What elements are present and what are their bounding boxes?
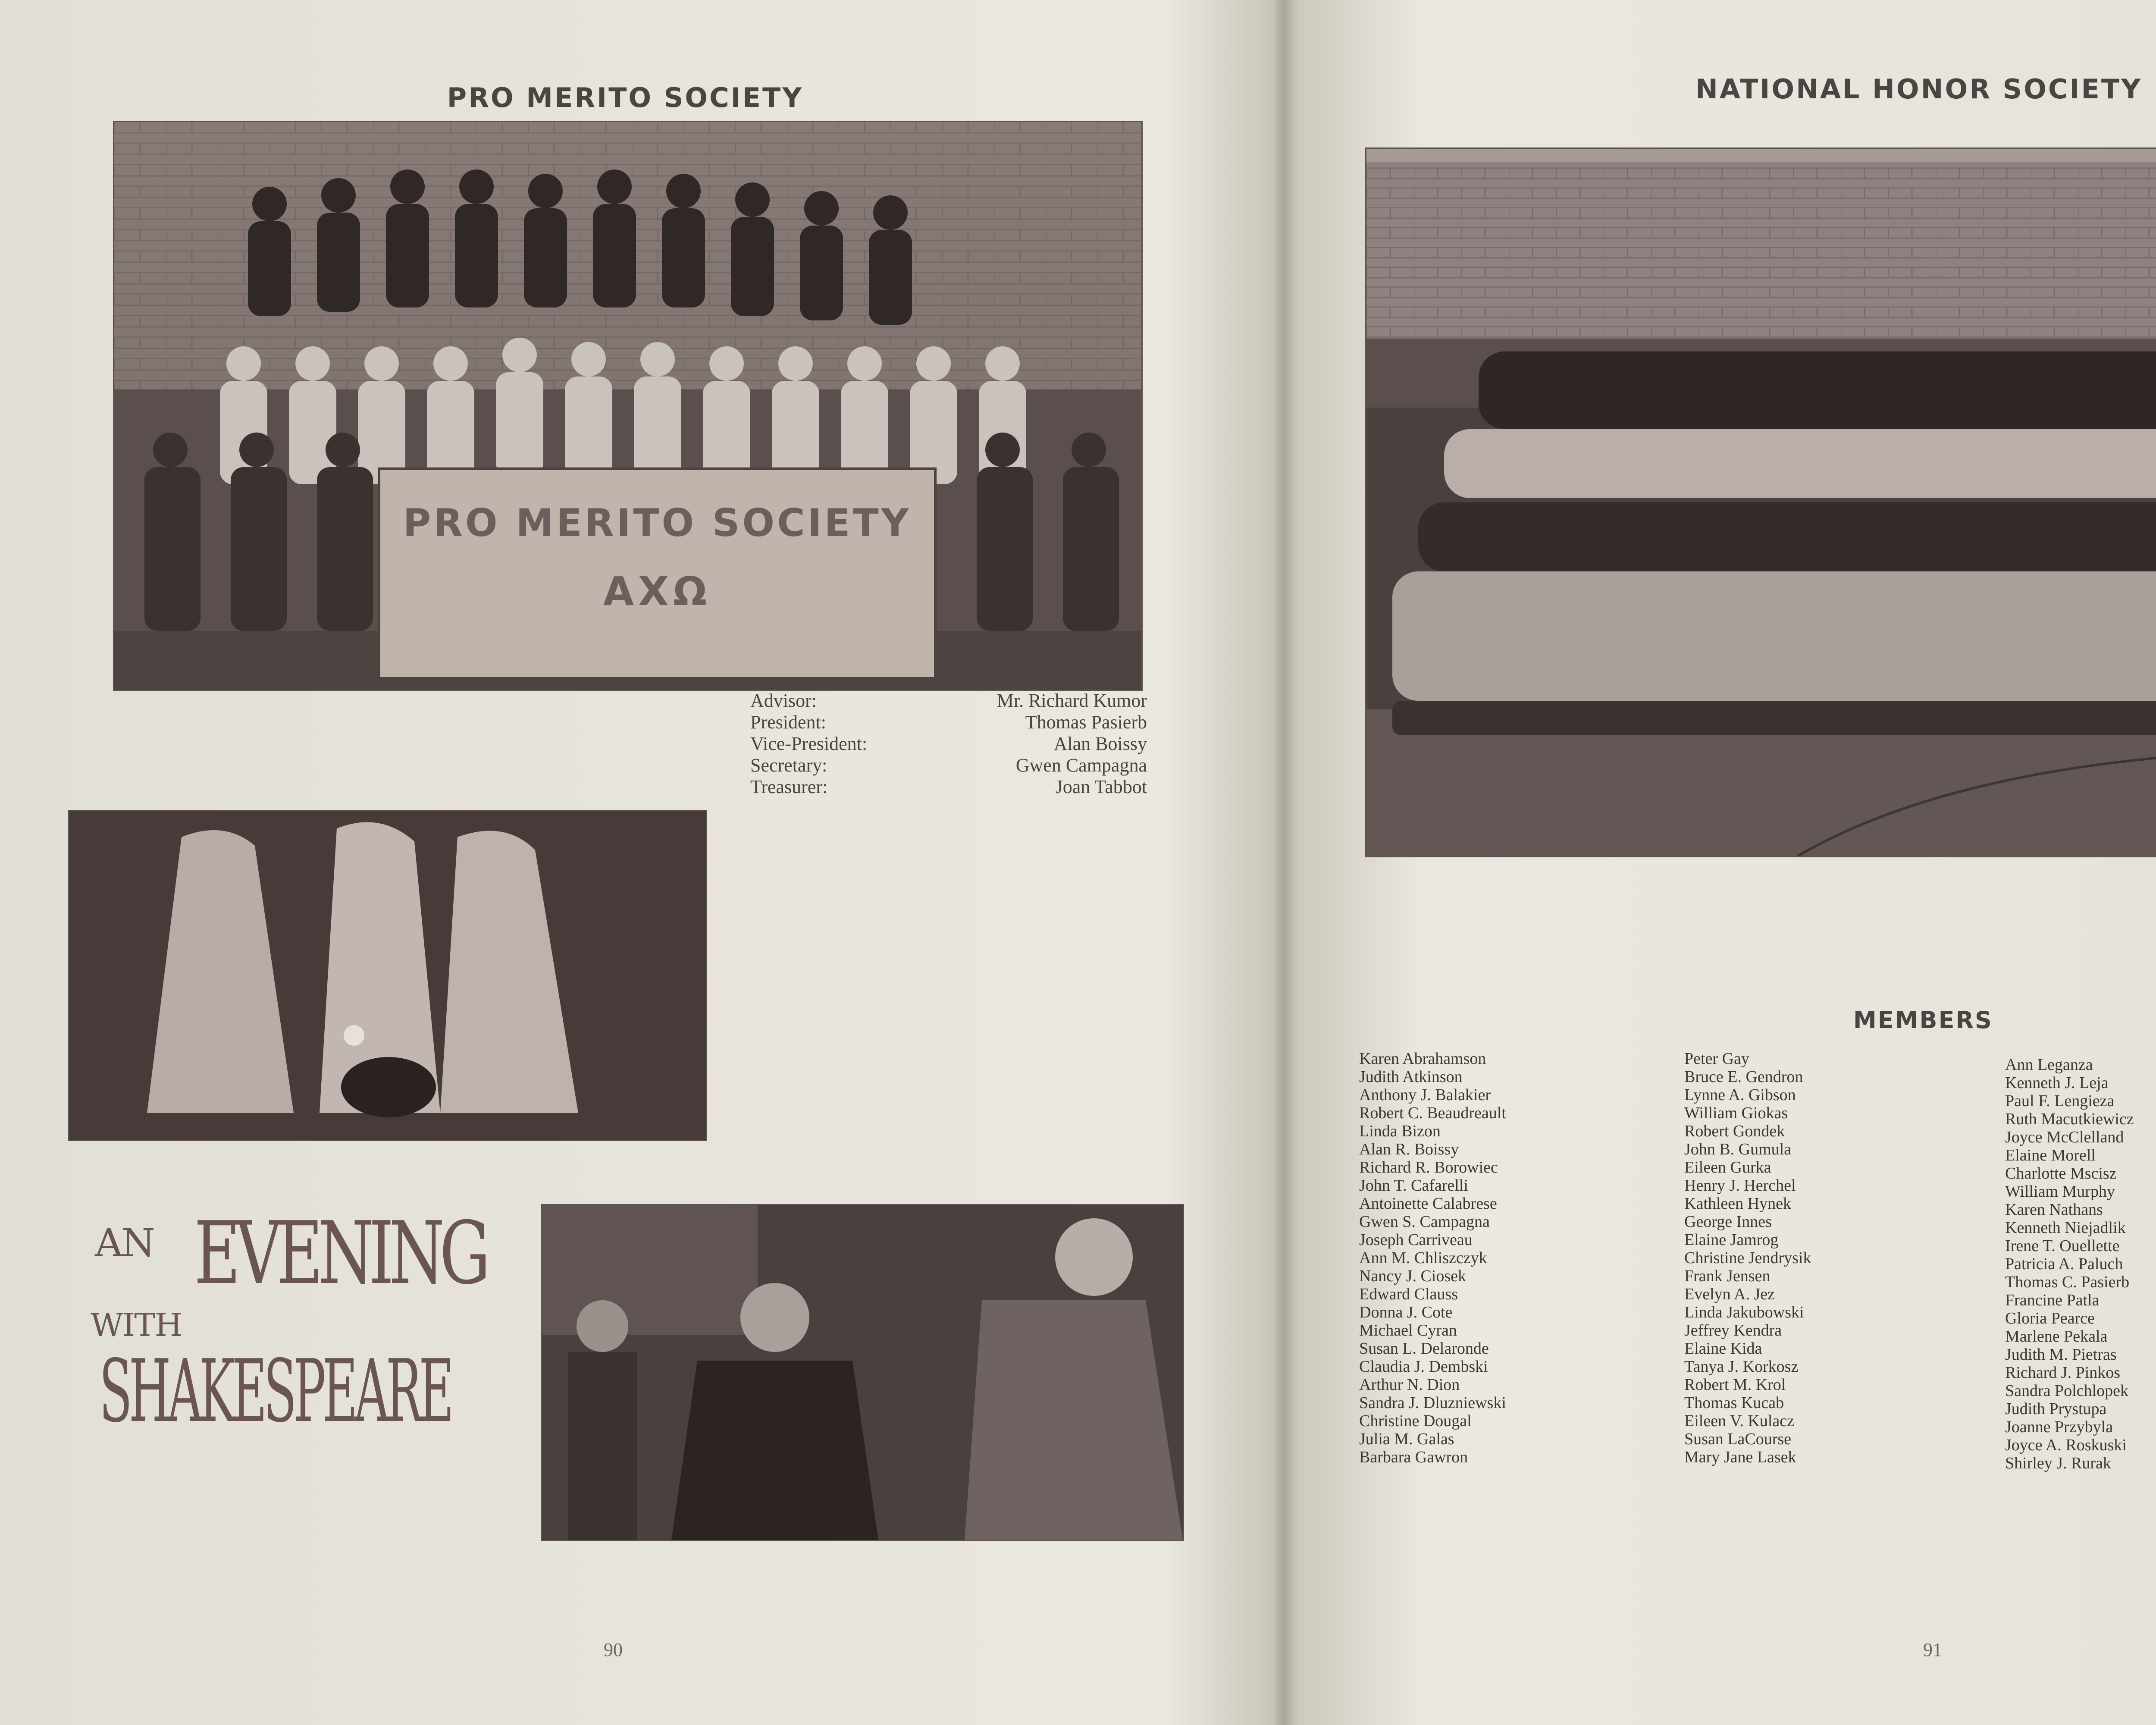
pro-merito-group-photo xyxy=(113,121,1143,691)
officer-row xyxy=(750,755,1147,776)
member-name: John T. Cafarelli xyxy=(1359,1176,1468,1195)
member-name: Linda Bizon xyxy=(1359,1122,1441,1140)
member-name: Claudia J. Dembski xyxy=(1359,1358,1488,1376)
member-name: Ann Leganza xyxy=(2005,1056,2093,1074)
member-name: Christine Jendrysik xyxy=(1684,1249,1811,1267)
member-name: Robert C. Beaudreault xyxy=(1359,1104,1506,1122)
member-name: Tanya J. Korkosz xyxy=(1684,1358,1799,1376)
makeup-backstage-photo xyxy=(541,1204,1184,1541)
banner-line2: ΑΧΩ xyxy=(603,568,711,615)
member-name: Sandra Polchlopek xyxy=(2005,1382,2129,1400)
feature-title-an: AN xyxy=(95,1220,154,1266)
nhs-photo-figures xyxy=(1366,149,2156,856)
member-name: Barbara Gawron xyxy=(1359,1448,1468,1466)
officer-row xyxy=(750,733,1147,755)
member-name: Karen Abrahamson xyxy=(1359,1050,1486,1068)
members-column-1 xyxy=(1359,1050,1506,1466)
officer-name: Joan Tabbot xyxy=(1055,776,1147,797)
feature-title xyxy=(86,1203,500,1505)
member-name: Kathleen Hynek xyxy=(1684,1195,1791,1213)
member-name: Michael Cyran xyxy=(1359,1321,1457,1339)
page-number-right: 91 xyxy=(1923,1639,1942,1660)
officer-role: Advisor: xyxy=(750,690,817,711)
officer-role: Treasurer: xyxy=(750,776,828,797)
member-name: George Innes xyxy=(1684,1213,1772,1231)
members-column-3 xyxy=(2005,1056,2134,1472)
officer-role: Secretary: xyxy=(750,755,827,776)
witches-scene-photo xyxy=(68,810,707,1141)
member-name: Gloria Pearce xyxy=(2005,1309,2095,1327)
member-name: John B. Gumula xyxy=(1684,1140,1792,1158)
member-name: Kenneth J. Leja xyxy=(2005,1074,2109,1092)
member-name: Frank Jensen xyxy=(1684,1267,1771,1285)
member-name: Mary Jane Lasek xyxy=(1684,1448,1796,1466)
member-name: Donna J. Cote xyxy=(1359,1303,1453,1321)
member-name: Susan LaCourse xyxy=(1684,1430,1792,1448)
member-name: Sandra J. Dluzniewski xyxy=(1359,1394,1506,1412)
member-name: William Giokas xyxy=(1684,1104,1788,1122)
feature-title-shakespeare: SHAKESPEARE xyxy=(99,1341,451,1442)
makeup-scene-figures xyxy=(542,1205,1183,1540)
officer-name: Gwen Campagna xyxy=(1015,755,1147,776)
member-name: Francine Patla xyxy=(2005,1291,2100,1309)
officer-name: Mr. Richard Kumor xyxy=(997,690,1147,711)
feature-title-evening: EVENING xyxy=(194,1203,486,1304)
officer-role: President: xyxy=(750,712,826,733)
member-name: Eileen V. Kulacz xyxy=(1684,1412,1795,1430)
member-name: Robert M. Krol xyxy=(1684,1376,1786,1394)
member-name: Joseph Carriveau xyxy=(1359,1231,1473,1249)
member-name: Ann M. Chliszczyk xyxy=(1359,1249,1487,1267)
member-name: Richard R. Borowiec xyxy=(1359,1158,1498,1176)
national-honor-society-heading: NATIONAL HONOR SOCIETY xyxy=(1695,73,2143,105)
member-name: Christine Dougal xyxy=(1359,1412,1472,1430)
member-name: Richard J. Pinkos xyxy=(2005,1364,2121,1382)
right-page xyxy=(1276,0,2156,1725)
officer-name: Thomas Pasierb xyxy=(1025,712,1147,733)
member-name: Antoinette Calabrese xyxy=(1359,1195,1497,1213)
member-name: William Murphy xyxy=(2005,1182,2115,1201)
member-name: Henry J. Herchel xyxy=(1684,1176,1796,1195)
witches-scene-figures xyxy=(69,811,706,1140)
member-name: Joyce A. Roskuski xyxy=(2005,1436,2127,1454)
member-name: Alan R. Boissy xyxy=(1359,1140,1459,1158)
member-name: Thomas Kucab xyxy=(1684,1394,1784,1412)
member-name: Elaine Kida xyxy=(1684,1339,1762,1358)
pro-merito-photo-figures xyxy=(114,122,1141,690)
member-name: Paul F. Lengieza xyxy=(2005,1092,2115,1110)
officers-list xyxy=(750,690,1147,798)
members-column-2 xyxy=(1684,1050,1811,1466)
member-name: Nancy J. Ciosek xyxy=(1359,1267,1467,1285)
member-name: Marlene Pekala xyxy=(2005,1327,2108,1346)
member-name: Linda Jakubowski xyxy=(1684,1303,1804,1321)
member-name: Judith Atkinson xyxy=(1359,1068,1463,1086)
member-name: Evelyn A. Jez xyxy=(1684,1285,1775,1303)
officer-row xyxy=(750,690,1147,712)
member-name: Arthur N. Dion xyxy=(1359,1376,1460,1394)
officer-row xyxy=(750,712,1147,733)
officer-row xyxy=(750,776,1147,798)
member-name: Thomas C. Pasierb xyxy=(2005,1273,2130,1291)
member-name: Charlotte Mscisz xyxy=(2005,1164,2117,1182)
member-name: Gwen S. Campagna xyxy=(1359,1213,1490,1231)
member-name: Patricia A. Paluch xyxy=(2005,1255,2123,1273)
member-name: Eileen Gurka xyxy=(1684,1158,1771,1176)
member-name: Judith Prystupa xyxy=(2005,1400,2107,1418)
member-name: Lynne A. Gibson xyxy=(1684,1086,1796,1104)
member-name: Julia M. Galas xyxy=(1359,1430,1454,1448)
page-number-left: 90 xyxy=(604,1639,623,1660)
member-name: Kenneth Niejadlik xyxy=(2005,1219,2126,1237)
member-name: Bruce E. Gendron xyxy=(1684,1068,1803,1086)
banner-line1: PRO MERITO SOCIETY xyxy=(403,501,912,545)
feature-title-with: WITH xyxy=(91,1307,182,1344)
member-name: Elaine Jamrog xyxy=(1684,1231,1779,1249)
member-name: Karen Nathans xyxy=(2005,1201,2103,1219)
member-name: Elaine Morell xyxy=(2005,1146,2096,1164)
member-name: Irene T. Ouellette xyxy=(2005,1237,2120,1255)
officer-role: Vice-President: xyxy=(750,733,868,754)
pro-merito-heading: PRO MERITO SOCIETY xyxy=(447,82,804,113)
member-name: Joanne Przybyla xyxy=(2005,1418,2113,1436)
national-honor-society-group-photo xyxy=(1365,147,2156,857)
member-name: Judith M. Pietras xyxy=(2005,1346,2117,1364)
member-name: Robert Gondek xyxy=(1684,1122,1785,1140)
member-name: Edward Clauss xyxy=(1359,1285,1458,1303)
member-name: Susan L. Delaronde xyxy=(1359,1339,1489,1358)
member-name: Anthony J. Balakier xyxy=(1359,1086,1491,1104)
members-heading: MEMBERS xyxy=(1853,1007,1993,1034)
member-name: Joyce McClelland xyxy=(2005,1128,2124,1146)
member-name: Peter Gay xyxy=(1684,1050,1749,1068)
member-name: Jeffrey Kendra xyxy=(1684,1321,1782,1339)
member-name: Ruth Macutkiewicz xyxy=(2005,1110,2134,1128)
officer-name: Alan Boissy xyxy=(1053,733,1147,754)
member-name: Shirley J. Rurak xyxy=(2005,1454,2111,1472)
